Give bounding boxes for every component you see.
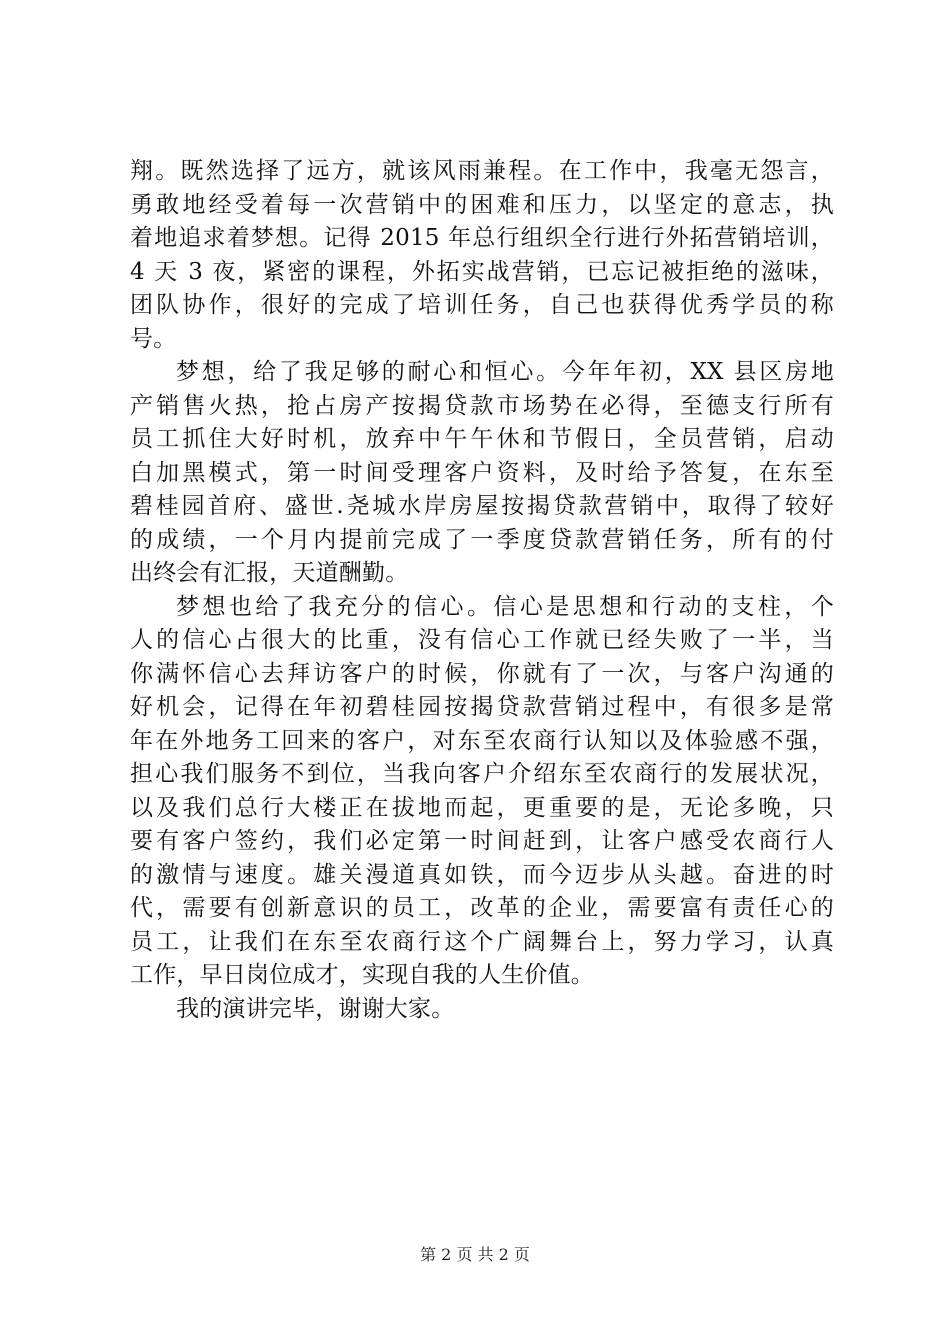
text-line: 代，需要有创新意识的员工，改革的企业，需要富有责任心的 bbox=[130, 895, 834, 921]
text-line: 以及我们总行大楼正在拔地而起，更重要的是，无论多晚，只 bbox=[130, 794, 834, 821]
document-body bbox=[130, 155, 834, 1026]
text-line: 团队协作，很好的完成了培训任务，自己也获得优秀学员的称 bbox=[130, 292, 834, 318]
text-line: 翔。既然选择了远方，就该风雨兼程。在工作中，我毫无怨言， bbox=[130, 158, 834, 184]
page-footer: 第 2 页 共 2 页 bbox=[420, 1245, 530, 1264]
text-line: 出终会有汇报，天道酬勤。 bbox=[130, 560, 409, 586]
text-line: 员工，让我们在东至农商行这个广阔舞台上，努力学习，认真 bbox=[130, 928, 834, 955]
paragraph-first-line: 梦想，给了我足够的耐心和恒心。今年年初，XX 县区房地 bbox=[176, 359, 834, 385]
text-line: 号。 bbox=[130, 325, 177, 352]
text-line: 员工抓住大好时机，放弃中午午休和节假日，全员营销，启动 bbox=[130, 426, 834, 452]
text-line: 的成绩，一个月内提前完成了一季度贷款营销任务，所有的付 bbox=[130, 526, 834, 553]
text-line: 要有客户签约，我们必定第一时间赶到，让客户感受农商行人 bbox=[130, 828, 834, 854]
text-line: 的激情与速度。雄关漫道真如铁，而今迈步从头越。奋进的时 bbox=[130, 861, 834, 888]
paragraph-first-line: 我的演讲完毕，谢谢大家。 bbox=[176, 995, 455, 1022]
text-line: 工作，早日岗位成才，实现自我的人生价值。 bbox=[130, 962, 594, 988]
text-line: 产销售火热，抢占房产按揭贷款市场势在必得，至德支行所有 bbox=[130, 392, 834, 419]
text-line: 白加黑模式，第一时间受理客户资料，及时给予答复，在东至 bbox=[130, 459, 834, 486]
paragraph-first-line: 梦想也给了我充分的信心。信心是思想和行动的支柱，个 bbox=[176, 593, 834, 620]
text-line: 人的信心占很大的比重，没有信心工作就已经失败了一半，当 bbox=[130, 627, 834, 653]
text-line: 4 天 3 夜，紧密的课程，外拓实战营销，已忘记被拒绝的滋味， bbox=[130, 258, 834, 285]
text-line: 勇敢地经受着每一次营销中的困难和压力，以坚定的意志，执 bbox=[130, 191, 834, 218]
text-line: 好机会，记得在年初碧桂园按揭贷款营销过程中，有很多是常 bbox=[130, 694, 834, 720]
text-line: 着地追求着梦想。记得 2015 年总行组织全行进行外拓营销培训， bbox=[130, 225, 834, 251]
text-line: 担心我们服务不到位，当我向客户介绍东至农商行的发展状况， bbox=[130, 761, 834, 787]
text-line: 碧桂园首府、盛世.尧城水岸房屋按揭贷款营销中，取得了较好 bbox=[130, 493, 834, 519]
text-line: 年在外地务工回来的客户，对东至农商行认知以及体验感不强， bbox=[130, 727, 834, 754]
text-line: 你满怀信心去拜访客户的时候，你就有了一次，与客户沟通的 bbox=[130, 660, 834, 687]
